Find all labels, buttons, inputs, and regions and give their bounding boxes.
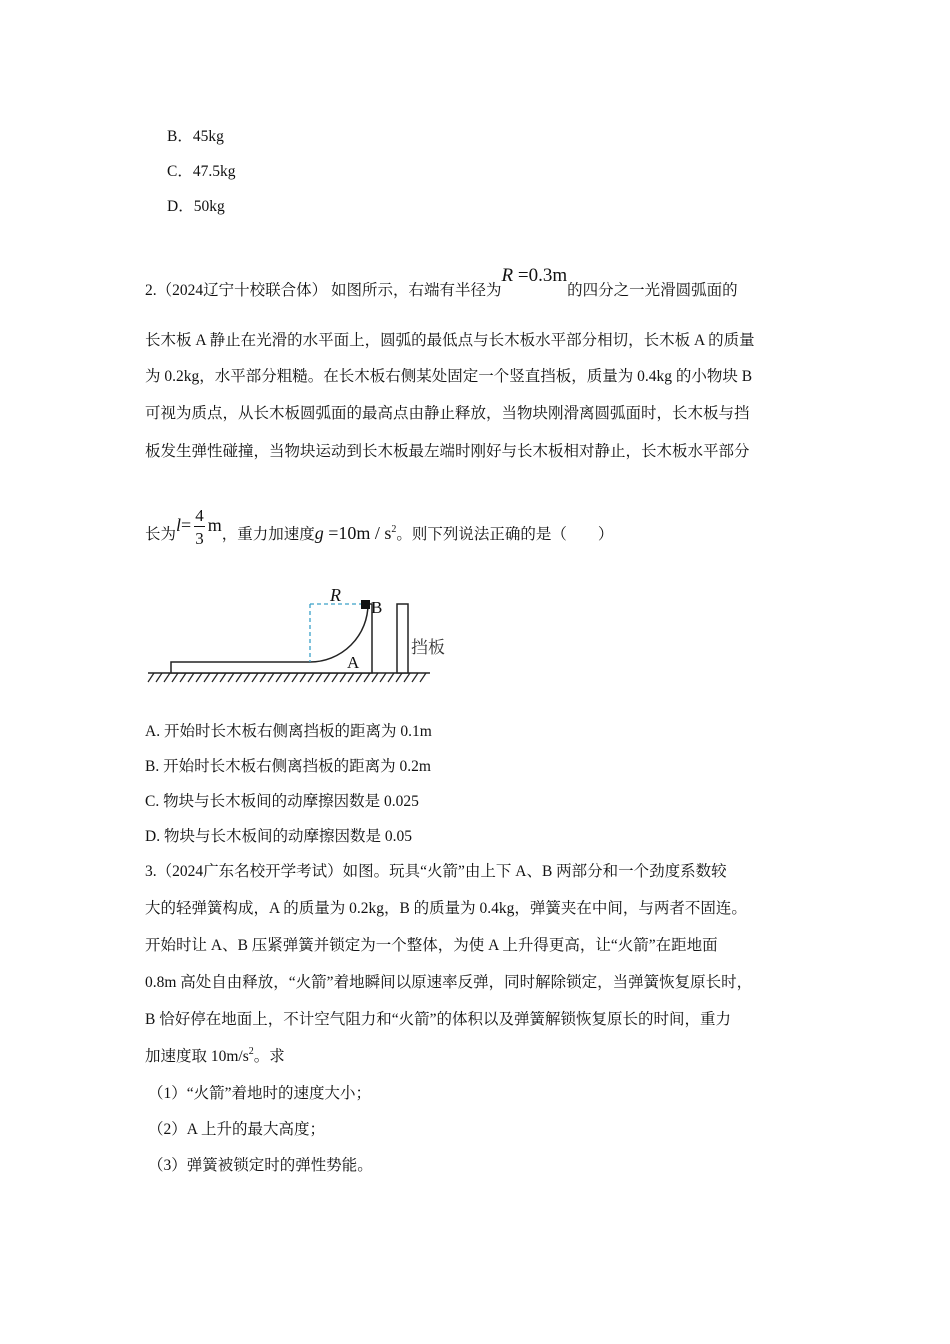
q2-line-2: 长木板 A 静止在光滑的水平面上，圆弧的最低点与长木板水平部分相切，长木板 A 的质量 [145, 332, 755, 349]
ground-hatching [148, 673, 426, 682]
q2-source: （2024辽宁十校联合体） [156, 282, 328, 299]
q2-number: 2. [145, 282, 157, 299]
q2-line-1: 2.（2024辽宁十校联合体） 如图所示，右端有半径为R =0.3m的四分之一光滑圆弧面的 [145, 265, 738, 299]
q3-line-2: 大的轻弹簧构成，A 的质量为 0.2kg，B 的质量为 0.4kg，弹簧夹在中间，与两者不固连。 [145, 900, 747, 917]
q2-gravity-formula: $g =10m / s^2$ [314, 523, 397, 543]
label-wall: 挡板 [411, 638, 445, 658]
q2-option-d: D. 物块与长木板间的动摩擦因数是 0.05 [145, 828, 412, 845]
q3-line-3: 开始时让 A、B 压紧弹簧并锁定为一个整体，为使 A 上升得更高，让“火箭”在距地面 [145, 937, 718, 954]
block-b [361, 600, 370, 609]
q3-sub-2: （2）A 上升的最大高度； [148, 1121, 325, 1138]
q2-line-4: 可视为质点，从长木板圆弧面的最高点由静止释放，当物块刚滑离圆弧面时，长木板与挡 [145, 405, 750, 422]
q2-length-fraction: $\frac{4}{3}$ [195, 506, 204, 549]
prev-option-b: B．45kg [167, 128, 224, 145]
prev-option-c: C．47.5kg [167, 163, 236, 180]
q2-option-a: A. 开始时长木板右侧离挡板的距离为 0.1m [145, 723, 432, 740]
q3-line-6: 加速度取 $10m/s^2$。求 [145, 1046, 285, 1065]
q2-line-6: 长为l= $\frac{4}{3}$ m，重力加速度$g =10m / s^2$。则下列说法正确的是（ ） [145, 506, 614, 549]
label-b: B [371, 598, 383, 617]
q3-line-4: 0.8m 高处自由释放，“火箭”着地瞬间以原速率反弹，同时解除锁定，当弹簧恢复原长时， [145, 974, 753, 991]
q2-line-3: 为 0.2kg，水平部分粗糙。在长木板右侧某处固定一个竖直挡板，质量为 0.4kg 的小物块 B [145, 368, 753, 385]
wall [397, 604, 408, 673]
q2-option-c: C. 物块与长木板间的动摩擦因数是 0.025 [145, 793, 419, 810]
q2-option-b: B. 开始时长木板右侧离挡板的距离为 0.2m [145, 758, 431, 775]
label-a: A [347, 653, 360, 672]
q2-figure [140, 582, 445, 692]
q2-length-formula: l= [176, 515, 192, 535]
q2-line-5: 板发生弹性碰撞，当物块运动到长木板最左端时刚好与长木板相对静止，长木板水平部分 [145, 443, 750, 460]
q3-line-5: B 恰好停在地面上，不计空气阻力和“火箭”的体积以及弹簧解锁恢复原长的时间，重力 [145, 1011, 731, 1028]
q3-sub-3: （3）弹簧被锁定时的弹性势能。 [148, 1157, 373, 1174]
q3-line-1: 3.（2024广东名校开学考试）如图。玩具“火箭”由上下 A、B 两部分和一个劲度系数较 [145, 863, 727, 880]
prev-option-d: D．50kg [167, 198, 225, 215]
q3-sub-1: （1）“火箭”着地时的速度大小； [148, 1085, 372, 1102]
q2-radius-formula: R =0.3m [501, 265, 568, 286]
label-r: R [330, 585, 341, 605]
board-a [171, 604, 372, 673]
